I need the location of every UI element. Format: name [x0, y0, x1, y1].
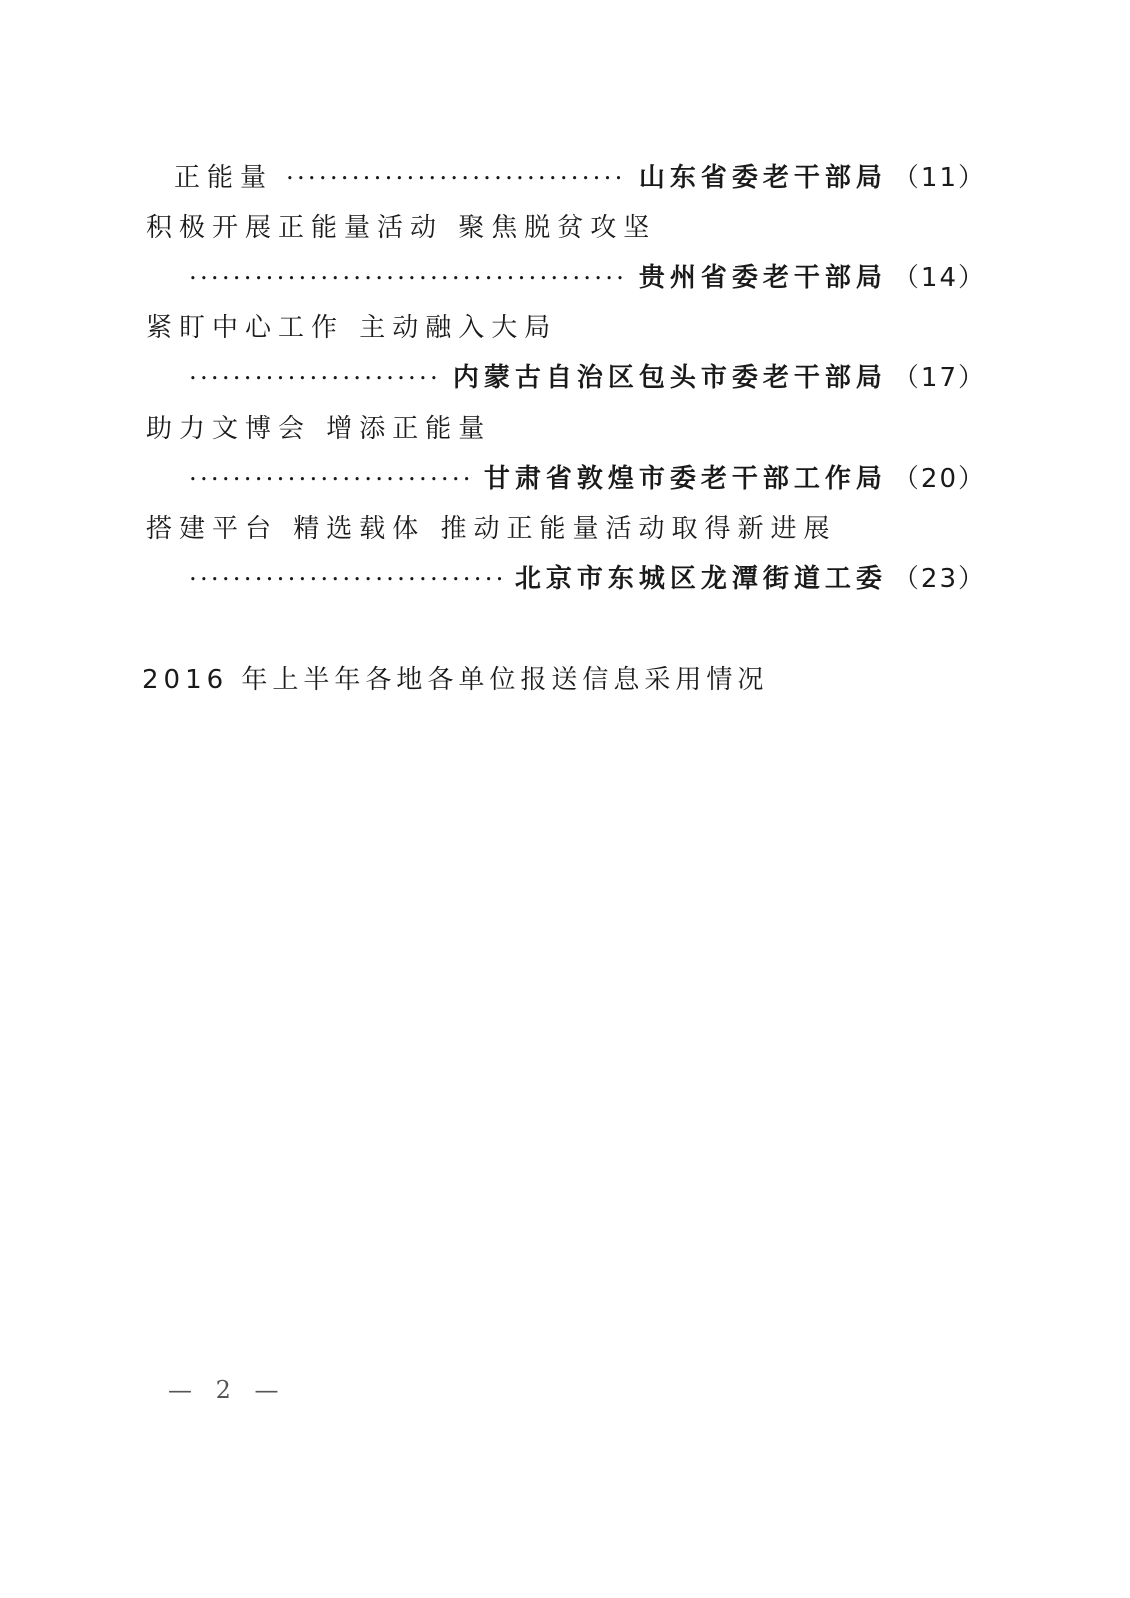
toc-entry-5-ref-line[interactable]: [146, 559, 986, 599]
toc-entry-org: 北京市东城区龙潭街道工委: [514, 564, 887, 594]
toc-entry-3-title-line[interactable]: [146, 308, 986, 348]
toc-entry-org: 内蒙古自治区包头市委老干部局: [452, 363, 887, 393]
toc-entry-page: （11）: [892, 163, 986, 193]
toc-leader-dots: [190, 459, 470, 500]
page-number: — 2 —: [168, 1376, 287, 1404]
toc-entry-4-ref-line[interactable]: [146, 459, 986, 499]
toc-leader-dots: [287, 158, 625, 199]
toc-entry-1[interactable]: [146, 158, 986, 198]
toc-leader-dots: [190, 358, 439, 399]
section-heading[interactable]: 2016 年上半年各地各单位报送信息采用情况: [142, 665, 769, 695]
toc-entry-5-title-line[interactable]: [146, 509, 986, 549]
toc-entry-4-title-line[interactable]: [146, 409, 986, 449]
toc-entry-org: 贵州省委老干部局: [638, 263, 887, 293]
toc-leader-dots: [190, 258, 625, 299]
toc-entry-2-ref-line[interactable]: [146, 258, 986, 298]
toc-entry-title: 紧盯中心工作 主动融入大局: [146, 313, 558, 343]
toc-entry-org: 山东省委老干部局: [638, 163, 887, 193]
toc-entry-title: 搭建平台 精选载体 推动正能量活动取得新进展: [146, 514, 837, 544]
toc-entry-2-title-line[interactable]: [146, 208, 986, 248]
toc-entry-title: 正能量: [174, 163, 274, 193]
toc-entry-page: （23）: [892, 564, 986, 594]
toc-entry-org: 甘肃省敦煌市委老干部工作局: [483, 464, 887, 494]
toc-entry-title: 助力文博会 增添正能量: [146, 414, 492, 444]
toc-entry-3-ref-line[interactable]: [146, 358, 986, 398]
toc-leader-dots: [190, 559, 501, 600]
toc-entry-page: （17）: [892, 363, 986, 393]
toc-entry-title: 积极开展正能量活动 聚焦脱贫攻坚: [146, 213, 657, 243]
toc-entry-page: （20）: [892, 464, 986, 494]
toc-entry-page: （14）: [892, 263, 986, 293]
